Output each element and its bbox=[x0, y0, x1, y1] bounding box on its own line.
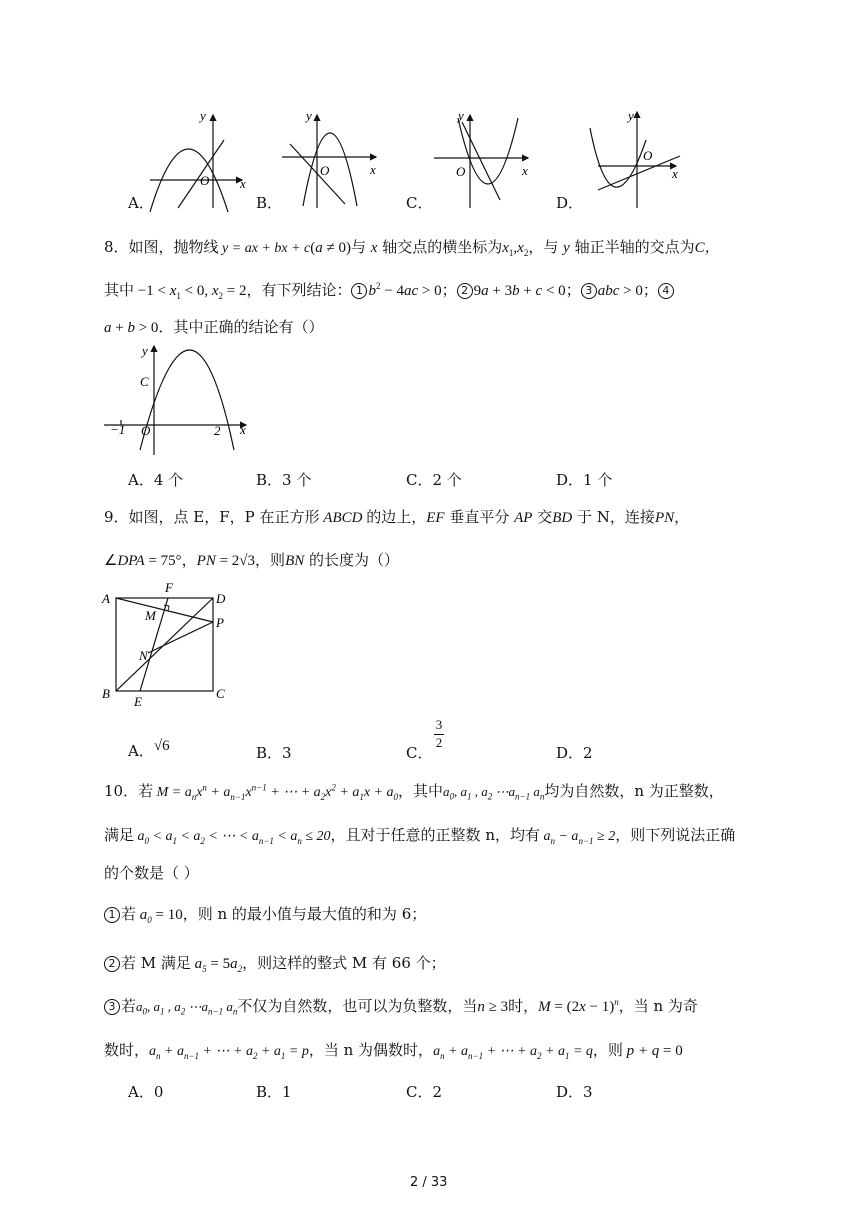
q9-label-c: C bbox=[216, 686, 225, 701]
q9-label-d: D bbox=[216, 591, 226, 606]
q8-line1: 8．如图，抛物线 y = ax + bx + c(a ≠ 0)与 x 轴交点的横坐标为$x_1,x_2$，与 y 轴正半轴的交点为C， bbox=[104, 238, 720, 258]
q10-option-b: B．1 bbox=[256, 1083, 292, 1101]
graph-d-y: y bbox=[628, 108, 634, 123]
q10-option-c: C．2 bbox=[406, 1083, 443, 1101]
q9-figure bbox=[98, 580, 238, 710]
graph-b-x: x bbox=[370, 162, 376, 177]
q10-statement-1: 1 若 $a_0 = 10$，则 n 的最小值与最大值的和为 6； bbox=[104, 903, 426, 925]
page-number: 2 / 33 bbox=[410, 1175, 448, 1190]
q9-label-n: N bbox=[139, 648, 148, 663]
q8-option-a: A．4 个 bbox=[128, 471, 184, 489]
graph-d-x: x bbox=[672, 166, 678, 181]
q8-fig-neg1: −1 bbox=[110, 422, 126, 437]
q7-option-c: C． bbox=[406, 194, 433, 212]
graph-a-o: O bbox=[200, 173, 210, 188]
q10-line2: 满足 $a_0 < a_1 < a_2$ < ⋯ < $a_{n-1} < a_n \le 20$，且对于任意的正整数 n，均有 $a_n - a_{n-1} \ge 2$，则下列说法正确 bbox=[104, 826, 736, 846]
graph-d-o: O bbox=[643, 148, 653, 163]
graph-b-o: O bbox=[320, 163, 330, 178]
q8-option-b: B．3 个 bbox=[256, 471, 312, 489]
q9-option-b: B．3 bbox=[256, 744, 292, 762]
q8-fig-c: C bbox=[140, 374, 149, 389]
q9-option-c: C． bbox=[406, 744, 433, 762]
q10-line1: 10．若 $M = a_nx^n + a_{n-1}x^{n-1}$ + ⋯ + $a_2x^2 + a_1x + a_0$，其中$a_0$, $a_1$ , $a_2$ $\cdots a_{n-1}$ $a_n$均为自然数，n 为正整数， bbox=[104, 782, 724, 802]
q8-option-d: D．1 个 bbox=[556, 471, 613, 489]
q8-figure bbox=[100, 340, 260, 460]
q7-option-a: A． bbox=[128, 194, 154, 212]
q9-line2: ∠DPA = 75°，PN = 2√3，则BN 的长度为（） bbox=[104, 551, 400, 569]
graph-c-x: x bbox=[522, 163, 528, 178]
q7-option-b: B． bbox=[256, 194, 283, 212]
q8-line2: 其中 $-1 < x_1 < 0$, $x_2 = 2$，有下列结论： 1 $b^2 - 4ac > 0$； 2 9a + 3b + c < 0； 3 abc > 0； 4 bbox=[104, 279, 675, 301]
q10-statement-3-cont: 数时，$a_n + a_{n-1}$ + ⋯ + $a_2 + a_1 = p$，当 n 为偶数时，$a_n + a_{n-1}$ + ⋯ + $a_2 + a_1 = q$，则 p + q = 0 bbox=[104, 1041, 683, 1061]
q9-label-m: M bbox=[145, 608, 156, 623]
q8-line3: a + b > 0．其中正确的结论有（） bbox=[104, 318, 324, 336]
graph-b bbox=[282, 115, 376, 208]
q9-option-d: D．2 bbox=[556, 744, 593, 762]
q8-option-c: C．2 个 bbox=[406, 471, 462, 489]
q10-option-d: D．3 bbox=[556, 1083, 593, 1101]
q9-label-p: P bbox=[216, 615, 224, 630]
q9-line1: 9．如图，点 E，F，P 在正方形 ABCD 的边上，EF 垂直平分 AP 交BD 于 N，连接PN， bbox=[104, 508, 690, 526]
graph-c bbox=[434, 115, 528, 208]
q9-label-f: F bbox=[165, 580, 173, 595]
graph-a-x: x bbox=[240, 176, 246, 191]
q8-fig-x: x bbox=[240, 422, 246, 437]
graph-d bbox=[590, 112, 680, 208]
q10-statement-2: 2 若 M 满足 $a_5 = 5a_2$，则这样的整式 M 有 66 个； bbox=[104, 952, 446, 974]
q9-option-c-fraction: 3 2 bbox=[435, 717, 443, 750]
q9-label-b: B bbox=[102, 686, 110, 701]
q7-option-d: D． bbox=[556, 194, 584, 212]
graph-c-y: y bbox=[458, 108, 464, 123]
q8-fig-y: y bbox=[142, 343, 148, 358]
q10-statement-3: 3 若$a_0$, $a_1$ , $a_2$ $\cdots a_{n-1}$ $a_n$不仅为自然数，也可以为负整数，当n ≥ 3时，$M = (2x - 1)^n$，当 n 为奇 bbox=[104, 995, 698, 1017]
segment-pn bbox=[148, 622, 213, 653]
q9-label-e: E bbox=[134, 694, 142, 709]
q9-option-a: A．√6 bbox=[128, 738, 170, 760]
q8-fig-o: O bbox=[141, 423, 151, 438]
graph-c-o: O bbox=[456, 164, 466, 179]
q9-label-a: A bbox=[102, 591, 110, 606]
graph-a-y: y bbox=[200, 108, 206, 123]
graph-b-y: y bbox=[306, 108, 312, 123]
q8-fig-2: 2 bbox=[214, 423, 221, 438]
graph-a bbox=[150, 115, 242, 212]
q10-line3: 的个数是（ ） bbox=[104, 864, 199, 882]
q10-option-a: A．0 bbox=[128, 1083, 164, 1101]
